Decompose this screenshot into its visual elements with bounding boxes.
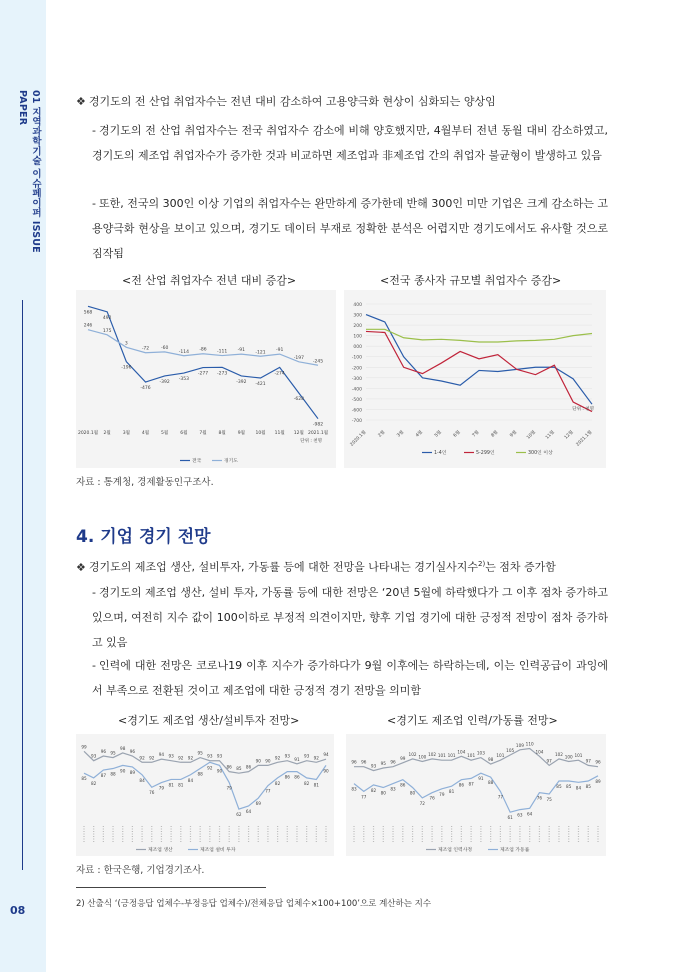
chart4-labor-utilization	[346, 734, 606, 856]
x-tick-label: 3월	[122, 431, 130, 436]
x-tick-label: 9월	[237, 431, 245, 436]
data-label: 82	[370, 787, 377, 793]
legend-label: 제조업 설비 투자	[200, 848, 236, 853]
y-tick-label: 400	[353, 303, 362, 308]
data-label: 86	[284, 774, 290, 780]
data-label: 96	[129, 749, 136, 755]
data-label: -476	[140, 386, 151, 392]
data-label: 89	[129, 769, 136, 775]
x-tick-label: 7월	[199, 431, 207, 436]
data-label: 86	[226, 764, 232, 770]
y-tick-label: 000	[353, 345, 362, 351]
data-label: 98	[487, 757, 494, 763]
data-label: -273	[217, 371, 228, 377]
x-tick-label: 6월	[452, 429, 462, 439]
data-label: 99	[81, 744, 87, 750]
legend-label: 경기도	[224, 459, 238, 464]
data-label: 102	[408, 751, 417, 757]
data-label: 95	[110, 750, 116, 756]
data-label: 3	[124, 341, 128, 347]
section2-para2: - 인력에 대한 전망은 코로나19 이후 지수가 증가하다가 9월 이후에는 하락하는데, 이는 인력공급이 과잉에서 부족으로 전환된 것이고 제조업에 대한 긍정적 경기 전망을 의미함	[92, 659, 608, 697]
data-label: -421	[255, 382, 266, 388]
legend-label: 제조업 인력사정	[438, 848, 472, 853]
section1-para2-text: 또한, 전국의 300인 이상 기업의 취업자수는 완만하게 증가한데 반해 300인 미만 기업은 크게 감소하는 고용양극화 현상을 보이고 있으며, 경기도 데이터 부재로 정확한 분석은 어렵지만 경기도에서도 유사할 것으로 짐작됨	[92, 197, 608, 260]
x-tick-label: 7월	[471, 429, 481, 439]
data-label: -60	[160, 345, 169, 351]
chart2-caption: <전국 종사자 규모별 취업자수 증감>	[380, 274, 562, 287]
data-label: 92	[207, 765, 213, 771]
data-label: 175	[102, 328, 112, 334]
data-label: -982	[312, 422, 324, 428]
data-label: 81	[178, 782, 184, 788]
data-label: 98	[120, 745, 126, 751]
data-label: -114	[178, 349, 189, 355]
section2-source: 자료 : 한국은행, 기업경기조사.	[76, 865, 205, 876]
data-label: 64	[245, 808, 252, 814]
footnote: 2) 산출식 ‘(긍정응답 업체수-부정응답 업체수)/전체응답 업체수×100+100’으로 계산하는 지수	[76, 899, 432, 909]
data-label: -196	[121, 365, 132, 371]
data-label: 88	[110, 771, 116, 777]
data-label: 85	[556, 784, 562, 789]
x-tick-label: 4월	[141, 431, 150, 436]
data-label: 90	[255, 758, 261, 764]
section1-para1-text: 경기도의 전 산업 취업자수는 전국 취업자수 감소에 비해 양호했지만, 4월부터 전년 동월 대비 감소하였고, 경기도의 제조업 취업자수가 증가한 것과 비교하면 제조업과 非제조업 간의 취업자 불균형이 발생하고 있음	[92, 124, 608, 162]
data-label: 62	[236, 812, 242, 818]
data-label: 86	[245, 764, 252, 770]
data-label: 85	[585, 784, 591, 789]
data-label: 99	[400, 755, 406, 761]
data-label: -277	[197, 371, 209, 377]
data-label: 86	[294, 774, 300, 780]
data-label: 77	[265, 788, 271, 794]
data-label: -392	[236, 379, 247, 385]
legend-label: 제조업 생산	[148, 848, 173, 853]
legend-label: 300인 이상	[528, 451, 553, 456]
x-tick-label: 11월	[274, 431, 285, 436]
legend-label: 5-299인	[476, 451, 495, 456]
data-label: 101	[574, 753, 583, 759]
data-label: 75	[546, 797, 552, 802]
data-label: 97	[546, 758, 552, 764]
data-label: 63	[517, 812, 523, 818]
data-label: 568	[83, 310, 93, 316]
section2-para2-text: 인력에 대한 전망은 코로나19 이후 지수가 증가하다가 9월 이후에는 하락하는데, 이는 인력공급이 과잉에서 부족으로 전환된 것이고 제조업에 대한 긍정적 경기 전망을 의미함	[92, 659, 608, 697]
data-label: 92	[313, 755, 319, 761]
data-label: 93	[168, 753, 174, 759]
data-label: 90	[120, 768, 126, 774]
page-number: 08	[10, 904, 26, 917]
data-label: 76	[149, 790, 155, 796]
data-label: 82	[91, 780, 97, 786]
legend-label: 1-4인	[434, 451, 447, 456]
diamond-bullet-icon: ❖	[76, 560, 86, 574]
data-label: 81	[448, 789, 455, 795]
legend-label: 제조업 가동률	[500, 848, 530, 853]
section2-para1: - 경기도의 제조업 생산, 설비 투자, 가동률 등에 대한 전망은 ‘20년 5월에 하락했다가 그 이후 점차 증가하고 있으며, 여전히 지수 값이 100이하로 부정적 의견이지만, 향후 기업 경기에 대한 긍정적 전망이 점차 증가하고 있음	[92, 586, 608, 649]
data-label: 94	[323, 752, 329, 758]
x-tick-label: 2월	[377, 429, 387, 439]
data-label: 81	[168, 782, 174, 788]
data-label: 80	[409, 790, 416, 796]
data-label: 104	[457, 749, 466, 755]
data-label: 103	[476, 750, 485, 756]
data-label: -245	[312, 359, 324, 365]
x-tick-label: 6월	[180, 431, 188, 436]
x-tick-label: 10월	[255, 431, 266, 436]
data-label: 104	[535, 749, 544, 755]
data-label: 61	[507, 815, 513, 821]
x-tick-label: 4월	[415, 429, 424, 439]
section1-bullet-text: 경기도의 전 산업 취업자수는 전년 대비 감소하여 고용양극화 현상이 심화되는 양상임	[88, 95, 496, 108]
x-tick-label: 8월	[490, 429, 500, 439]
data-label: 79	[158, 785, 165, 791]
data-label: -72	[141, 346, 150, 352]
series-line-1	[366, 331, 592, 411]
x-tick-label: 3월	[396, 429, 406, 439]
data-label: 96	[351, 759, 357, 765]
diamond-bullet-icon: ❖	[76, 95, 86, 108]
x-tick-label: 2020.1월	[349, 429, 368, 448]
footnote-divider	[76, 887, 266, 888]
data-label: 87	[100, 773, 107, 779]
data-label: 88	[487, 780, 494, 786]
y-tick-label: -200	[351, 366, 362, 372]
data-label: 76	[429, 795, 435, 801]
data-label: 96	[390, 759, 396, 765]
y-tick-label: 100	[353, 334, 362, 340]
data-label: 85	[236, 766, 242, 772]
x-tick-label: 8월	[218, 431, 226, 436]
data-label: -197	[293, 355, 304, 361]
data-label: 109	[515, 742, 524, 748]
data-label: 93	[370, 763, 377, 769]
data-label: 92	[187, 755, 194, 761]
data-label: 94	[158, 752, 165, 758]
data-label: 90	[323, 768, 329, 774]
data-label: 80	[380, 790, 386, 796]
data-label: 95	[380, 761, 386, 766]
data-label: 96	[595, 759, 601, 765]
chart1-svg	[76, 290, 336, 468]
data-label: 76	[536, 795, 543, 801]
section2-bullet	[76, 556, 616, 576]
sidebar-title: 01 지역과학기술 이슈페이퍼 ISSUE PAPER	[17, 90, 41, 253]
x-tick-label: 2020.1월	[77, 431, 99, 436]
data-label: 92	[274, 755, 281, 761]
data-label: 91	[294, 756, 300, 762]
x-tick-label: 2021.1월	[307, 431, 329, 436]
data-label: 101	[496, 753, 505, 759]
data-label: 110	[525, 741, 534, 747]
data-label: 93	[207, 753, 213, 759]
y-tick-label: 200	[353, 324, 362, 330]
data-label: 90	[265, 758, 271, 764]
legend-label: 전국	[192, 459, 202, 464]
chart4-caption: <경기도 제조업 인력/가동률 전망>	[387, 714, 558, 727]
chart2-svg	[344, 290, 606, 468]
x-tick-label: 5월	[161, 431, 169, 436]
sidebar-divider	[22, 300, 23, 870]
x-tick-label: 2021.1월	[575, 429, 594, 448]
data-label: 92	[139, 755, 145, 761]
y-tick-label: -700	[351, 419, 362, 424]
data-label: 90	[216, 768, 223, 774]
y-tick-label: -400	[351, 387, 362, 393]
chart4-svg	[346, 734, 606, 856]
data-label: -392	[159, 379, 170, 385]
chart3-production-investment	[76, 734, 334, 856]
chart1-employment-change	[76, 290, 336, 468]
section2-title: 4. 기업 경기 전망	[76, 527, 211, 547]
data-label: 492	[102, 315, 112, 321]
section1-source: 자료 : 통계청, 경제활동인구조사.	[76, 477, 214, 488]
data-label: 93	[303, 753, 310, 759]
chart2-size-employment	[344, 290, 606, 468]
data-label: 83	[351, 786, 357, 792]
data-label: 93	[216, 753, 223, 759]
data-label: 246	[83, 323, 93, 329]
data-label: 96	[361, 759, 367, 765]
data-label: 93	[284, 753, 290, 759]
data-label: 100	[418, 754, 427, 760]
section2-bullet-tail: 는 점차 증가함	[485, 560, 556, 574]
y-tick-label: -100	[351, 355, 362, 361]
data-label: 105	[506, 748, 515, 753]
data-label: 84	[575, 785, 582, 791]
data-label: 97	[585, 758, 591, 764]
unit-label: 단위 : 천명	[300, 439, 322, 444]
data-label: 77	[361, 794, 367, 800]
data-label: 101	[467, 753, 476, 759]
data-label: 87	[468, 781, 474, 787]
chart3-caption: <경기도 제조업 생산/설비투자 전망>	[118, 714, 300, 727]
data-label: 102	[554, 751, 563, 757]
data-label: -121	[255, 350, 266, 356]
data-label: 93	[91, 753, 97, 759]
data-label: 84	[139, 777, 145, 783]
x-tick-label: 9월	[509, 429, 519, 439]
data-label: 81	[313, 782, 319, 788]
section1-para1: - 경기도의 전 산업 취업자수는 전국 취업자수 감소에 비해 양호했지만, 4월부터 전년 동월 대비 감소하였고, 경기도의 제조업 취업자수가 증가한 것과 비교하면 제조업과 非제조업 간의 취업자 불균형이 발생하고 있음	[92, 124, 608, 162]
data-label: 85	[81, 776, 87, 782]
data-label: 79	[226, 785, 232, 791]
data-label: 88	[197, 771, 203, 777]
data-label: -353	[178, 377, 189, 383]
data-label: 84	[187, 777, 194, 783]
data-label: 92	[178, 755, 184, 761]
data-label: 95	[197, 750, 203, 756]
chart3-svg	[76, 734, 334, 856]
x-tick-label: 2월	[103, 431, 111, 436]
data-label: 92	[149, 755, 155, 761]
data-label: 91	[478, 776, 484, 782]
data-label: 101	[447, 753, 456, 759]
x-tick-label: 12월	[293, 431, 304, 436]
data-label: 83	[390, 786, 396, 792]
data-label: 100	[564, 754, 573, 760]
data-label: 64	[527, 811, 533, 817]
data-label: 85	[566, 784, 572, 789]
section1-bullet	[76, 94, 616, 110]
data-label: -91	[275, 348, 284, 354]
data-label: 82	[274, 780, 281, 786]
y-tick-label: -500	[351, 397, 362, 403]
data-label: -274	[274, 371, 285, 377]
chart1-caption: <전 산업 취업자수 전년 대비 증감>	[122, 274, 297, 287]
data-label: 86	[400, 782, 406, 788]
section2-para1-text: 경기도의 제조업 생산, 설비 투자, 가동률 등에 대한 전망은 ‘20년 5월에 하락했다가 그 이후 점차 증가하고 있으며, 여전히 지수 값이 100이하로 부정적 의견이지만, 향후 기업 경기에 대한 긍정적 전망이 점차 증가하고 있음	[92, 586, 608, 649]
section2-bullet-text: 경기도의 제조업 생산, 설비투자, 가동률 등에 대한 전망을 나타내는 경기실사지수	[88, 560, 478, 574]
x-tick-label: 11월	[545, 429, 556, 441]
y-tick-label: -300	[351, 376, 362, 382]
data-label: -628	[293, 397, 304, 403]
data-label: -111	[217, 349, 228, 355]
x-tick-label: 12월	[563, 429, 575, 441]
data-label: 79	[439, 791, 445, 797]
data-label: 77	[497, 794, 504, 800]
x-tick-label: 5월	[434, 429, 443, 439]
series-line-0	[88, 306, 318, 418]
data-label: 69	[255, 801, 261, 807]
data-label: 89	[595, 778, 601, 784]
series-line-1	[354, 773, 598, 812]
data-label: -91	[237, 348, 246, 354]
data-label: 96	[100, 749, 107, 755]
data-label: -86	[199, 347, 207, 353]
unit-label: 단위 : 천명	[572, 407, 594, 412]
footnote-ref: 2)	[478, 560, 486, 568]
x-tick-label: 10월	[526, 429, 537, 441]
section1-para2: - 또한, 전국의 300인 이상 기업의 취업자수는 완만하게 증가한데 반해 300인 미만 기업은 크게 감소하는 고용양극화 현상을 보이고 있으며, 경기도 데이터 부재로 정확한 분석은 어렵지만 경기도에서도 유사할 것으로 짐작됨	[92, 197, 608, 260]
data-label: 72	[419, 800, 425, 806]
data-label: 86	[458, 782, 465, 788]
y-tick-label: -600	[351, 408, 362, 414]
data-label: 102	[428, 751, 437, 757]
data-label: 101	[437, 753, 446, 759]
y-tick-label: 300	[353, 313, 362, 319]
data-label: 82	[303, 780, 310, 786]
